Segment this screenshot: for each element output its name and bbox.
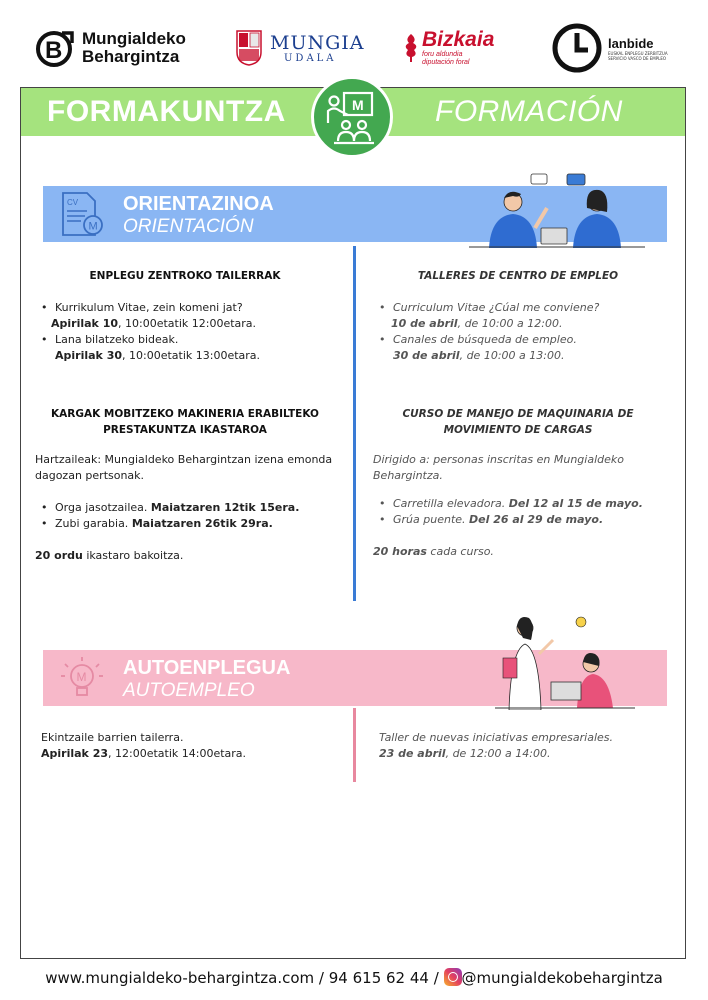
workshop-date: Apirilak 23 bbox=[41, 747, 108, 760]
course-right-column bbox=[373, 406, 663, 560]
self-employment-title-basque: AUTOENPLEGUA bbox=[123, 657, 291, 679]
separator: / bbox=[428, 969, 444, 987]
udala-text: UDALA bbox=[284, 52, 337, 64]
lanbide-name: lanbide bbox=[608, 35, 654, 51]
website-link[interactable]: www.mungialdeko-behargintza.com bbox=[45, 969, 315, 987]
orientation-left-column bbox=[35, 268, 335, 364]
course-heading-spanish-2: MOVIMIENTO DE CARGAS bbox=[443, 424, 593, 436]
workshops-heading-basque: ENPLEGU ZENTROKO TAILERRAK bbox=[89, 270, 281, 282]
workshop-time: , 10:00etatik 13:00etara. bbox=[122, 349, 261, 362]
workshop-time: , de 10:00 a 12:00. bbox=[457, 317, 563, 330]
instagram-icon bbox=[444, 968, 462, 986]
orientation-title-spanish: ORIENTACIÓN bbox=[123, 216, 254, 237]
banner-title-spanish: FORMACIÓN bbox=[435, 95, 623, 128]
course-item: • Grúa puente. Del 26 al 29 de mayo. bbox=[373, 512, 663, 528]
orientation-column-divider bbox=[353, 246, 356, 601]
course-hours: 20 horas bbox=[373, 545, 427, 558]
behargintza-text: Behargintza bbox=[82, 47, 180, 66]
lightbulb-icon bbox=[57, 655, 107, 701]
workshop-date: 10 de abril bbox=[391, 317, 458, 330]
two-people-chatting-illustration bbox=[449, 168, 649, 248]
bizkaia-logo bbox=[402, 18, 494, 78]
orientation-title-basque: ORIENTAZINOA bbox=[123, 193, 274, 215]
self-employment-left-column bbox=[41, 730, 341, 762]
course-left-column bbox=[35, 406, 335, 564]
content-frame bbox=[20, 87, 686, 959]
self-employment-column-divider bbox=[353, 708, 356, 782]
workshop-date: 23 de abril bbox=[379, 747, 446, 760]
svg-text:M: M bbox=[76, 670, 87, 684]
workshops-heading-spanish: TALLERES DE CENTRO DE EMPLEO bbox=[417, 270, 619, 282]
lanbide-subtitle: EUSKAL ENPLEGU ZERBITZUA SERVICIO VASCO DE EMPLEO bbox=[608, 50, 668, 61]
teacher-icon-circle bbox=[311, 76, 393, 158]
svg-text:M: M bbox=[88, 220, 98, 233]
course-item: • Orga jasotzailea. Maiatzaren 12tik 15era. bbox=[35, 500, 335, 516]
workshop-date: 30 de abril bbox=[393, 349, 460, 362]
workshop-date: Apirilak 30 bbox=[55, 349, 122, 362]
mungialdeko-behargintza-logo bbox=[34, 18, 186, 78]
course-item: • Zubi garabia. Maiatzaren 26tik 29ra. bbox=[35, 516, 335, 532]
behargintza-mark-icon bbox=[34, 27, 76, 69]
course-item: • Carretilla elevadora. Del 12 al 15 de mayo. bbox=[373, 496, 663, 512]
lanbide-logo bbox=[552, 18, 668, 78]
svg-text:M: M bbox=[352, 97, 364, 113]
teacher-board-icon bbox=[314, 79, 390, 155]
workshop-item: • Curriculum Vitae ¿Cúal me conviene? bbox=[373, 300, 663, 316]
workshop-item: • Canales de búsqueda de empleo. bbox=[373, 332, 663, 348]
workshop-time: , de 10:00 a 13:00. bbox=[459, 349, 565, 362]
mungia-udala-logo bbox=[236, 18, 365, 78]
course-hours-note: cada curso. bbox=[426, 545, 494, 558]
mungialdeko-text: Mungialdeko bbox=[82, 29, 186, 48]
banner-title-basque: FORMAKUNTZA bbox=[47, 95, 286, 128]
entrepreneurs-workshop-spanish: Taller de nuevas iniciativas empresariales. bbox=[379, 731, 614, 744]
mungia-name: MUNGIA bbox=[270, 31, 365, 54]
bizkaia-name: Bizkaia bbox=[422, 28, 495, 51]
orientation-right-column bbox=[373, 268, 663, 364]
self-employment-title-spanish: AUTOEMPLEO bbox=[123, 680, 255, 701]
separator: / bbox=[314, 969, 329, 987]
course-hours: 20 ordu bbox=[35, 549, 83, 562]
svg-text:B: B bbox=[45, 37, 63, 64]
self-employment-right-column bbox=[379, 730, 669, 762]
entrepreneurs-illustration bbox=[495, 610, 635, 710]
mungia-shield-icon bbox=[236, 30, 262, 66]
phone-number[interactable]: 94 615 62 44 bbox=[328, 969, 429, 987]
course-hours-note: ikastaro bakoitza. bbox=[82, 549, 184, 562]
workshop-time: , de 12:00 a 14:00. bbox=[445, 747, 551, 760]
workshop-time: , 12:00etatik 14:00etara. bbox=[108, 747, 247, 760]
course-heading-basque-2: PRESTAKUNTZA IKASTAROA bbox=[103, 424, 267, 436]
workshop-item: • Lana bilatzeko bideak. bbox=[35, 332, 335, 348]
course-audience-spanish: Dirigido a: personas inscritas en Mungialdeko Behargintza. bbox=[373, 453, 624, 482]
course-heading-spanish-1: CURSO DE MANEJO DE MAQUINARIA DE bbox=[402, 408, 634, 420]
course-heading-basque-1: KARGAK MOBITZEKO MAKINERIA ERABILTEKO bbox=[51, 408, 319, 420]
lanbide-clock-icon bbox=[552, 23, 602, 73]
course-audience-basque: Hartzaileak: Mungialdeko Behargintzan izena emonda dagozan pertsonak. bbox=[35, 453, 333, 482]
workshop-date: Apirilak 10 bbox=[51, 317, 118, 330]
instagram-handle[interactable]: @mungialdekobehargintza bbox=[461, 969, 663, 987]
contact-footer bbox=[0, 968, 708, 987]
entrepreneurs-workshop-basque: Ekintzaile barrien tailerra. bbox=[41, 731, 184, 744]
workshop-time: , 10:00etatik 12:00etara. bbox=[118, 317, 257, 330]
cv-document-icon bbox=[57, 191, 107, 237]
foru-aldundia-text: foru aldundia bbox=[422, 51, 463, 58]
svg-text:CV: CV bbox=[67, 198, 79, 207]
workshop-item: • Kurrikulum Vitae, zein komeni jat? bbox=[35, 300, 335, 316]
oak-leaf-icon bbox=[402, 33, 420, 63]
partner-logos bbox=[0, 18, 708, 78]
diputacion-foral-text: diputación foral bbox=[422, 59, 470, 66]
